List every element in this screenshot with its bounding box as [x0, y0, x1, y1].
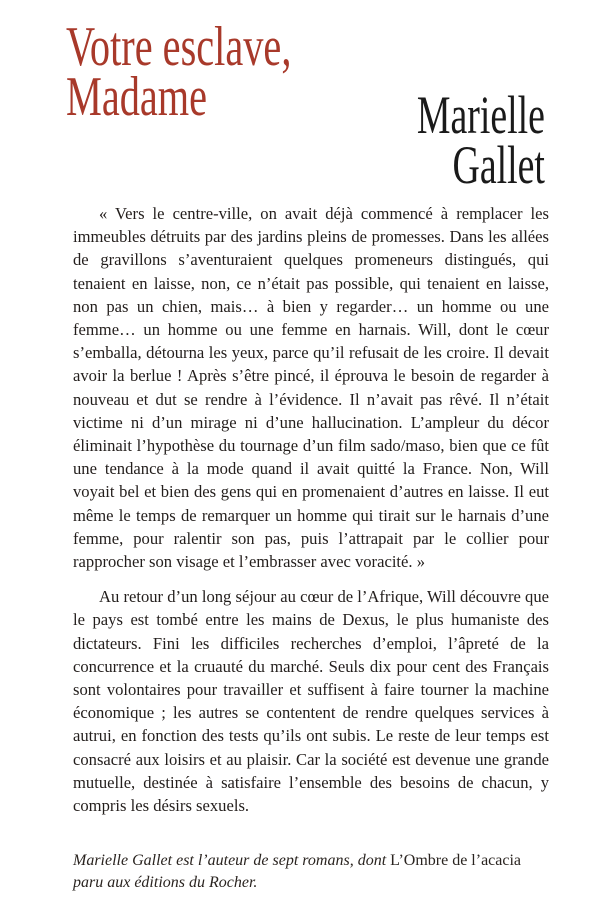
author-bio-text: Marielle Gallet est l’auteur de sept romans, dont — [73, 852, 391, 869]
previous-book-title: L’Ombre de l’acacia — [390, 852, 522, 869]
book-title — [66, 16, 292, 128]
author-last-name: Gallet — [452, 135, 545, 195]
book-title-line-1: Votre esclave, — [66, 16, 292, 78]
author-name — [416, 85, 545, 195]
author-bio — [73, 850, 549, 894]
blurb — [73, 202, 549, 817]
author-bio-publisher: paru aux éditions du Rocher. — [73, 874, 258, 891]
synopsis-paragraph: Au retour d’un long séjour au cœur de l’Afrique, Will découvre que le pays est tombé entre les mains de Dexus, le plus humaniste des dictateurs. Fini les difficiles recherches d’emploi, l’âpreté de la concurrence et la cruauté du marché. Seuls dix pour cent des Français sont volontaires pour travailler et suffisent à faire tourner la machine économique ; les autres se contentent de rendre quelques services à autrui, en fonction des tests qu’ils ont subis. Le reste de leur temps est consacré aux loisirs et au plaisir. Car la société est devenue une grande mutuelle, destinée à satisfaire l’ensemble des besoins de chacun, y compris les désirs sexuels. — [73, 587, 549, 816]
excerpt-quote-paragraph: « Vers le centre-ville, on avait déjà commencé à remplacer les immeubles détruits par des jardins pleins de promesses. Dans les allées de gravillons s’aventuraient quelques promeneurs distingués, qui tenaient en laisse, non, ce n’était pas possible, qui tenaient en laisse, non pas un chien, mais… à bien y regarder… un homme ou une femme… un homme ou une femme en harnais. Will, dont le cœur s’emballa, détourna les yeux, parce qu’il refusait de les croire. Il devait avoir la berlue ! Après s’être pincé, il éprouva le besoin de regarder à nouveau et dut se rendre à l’évidence. Il n’avait pas rêvé. Il n’était victime ni d’un mirage ni d’une hallucination. L’ampleur du décor éliminait l’hypothèse du tournage d’un film sado/maso, bien que ce fût une tendance à la mode quand il avait quitté la France. Non, Will voyait bel et bien des gens qui en promenaient d’autres en laisse. Il eut même le temps de remarquer un homme qui tirait sur le harnais d’une femme, pour ralentir son pas, puis l’attrapait par le collier pour rapprocher son visage et l’embrasser avec voracité. » — [73, 204, 549, 572]
author-first-name: Marielle — [416, 85, 545, 145]
book-title-line-2: Madame — [66, 66, 208, 128]
